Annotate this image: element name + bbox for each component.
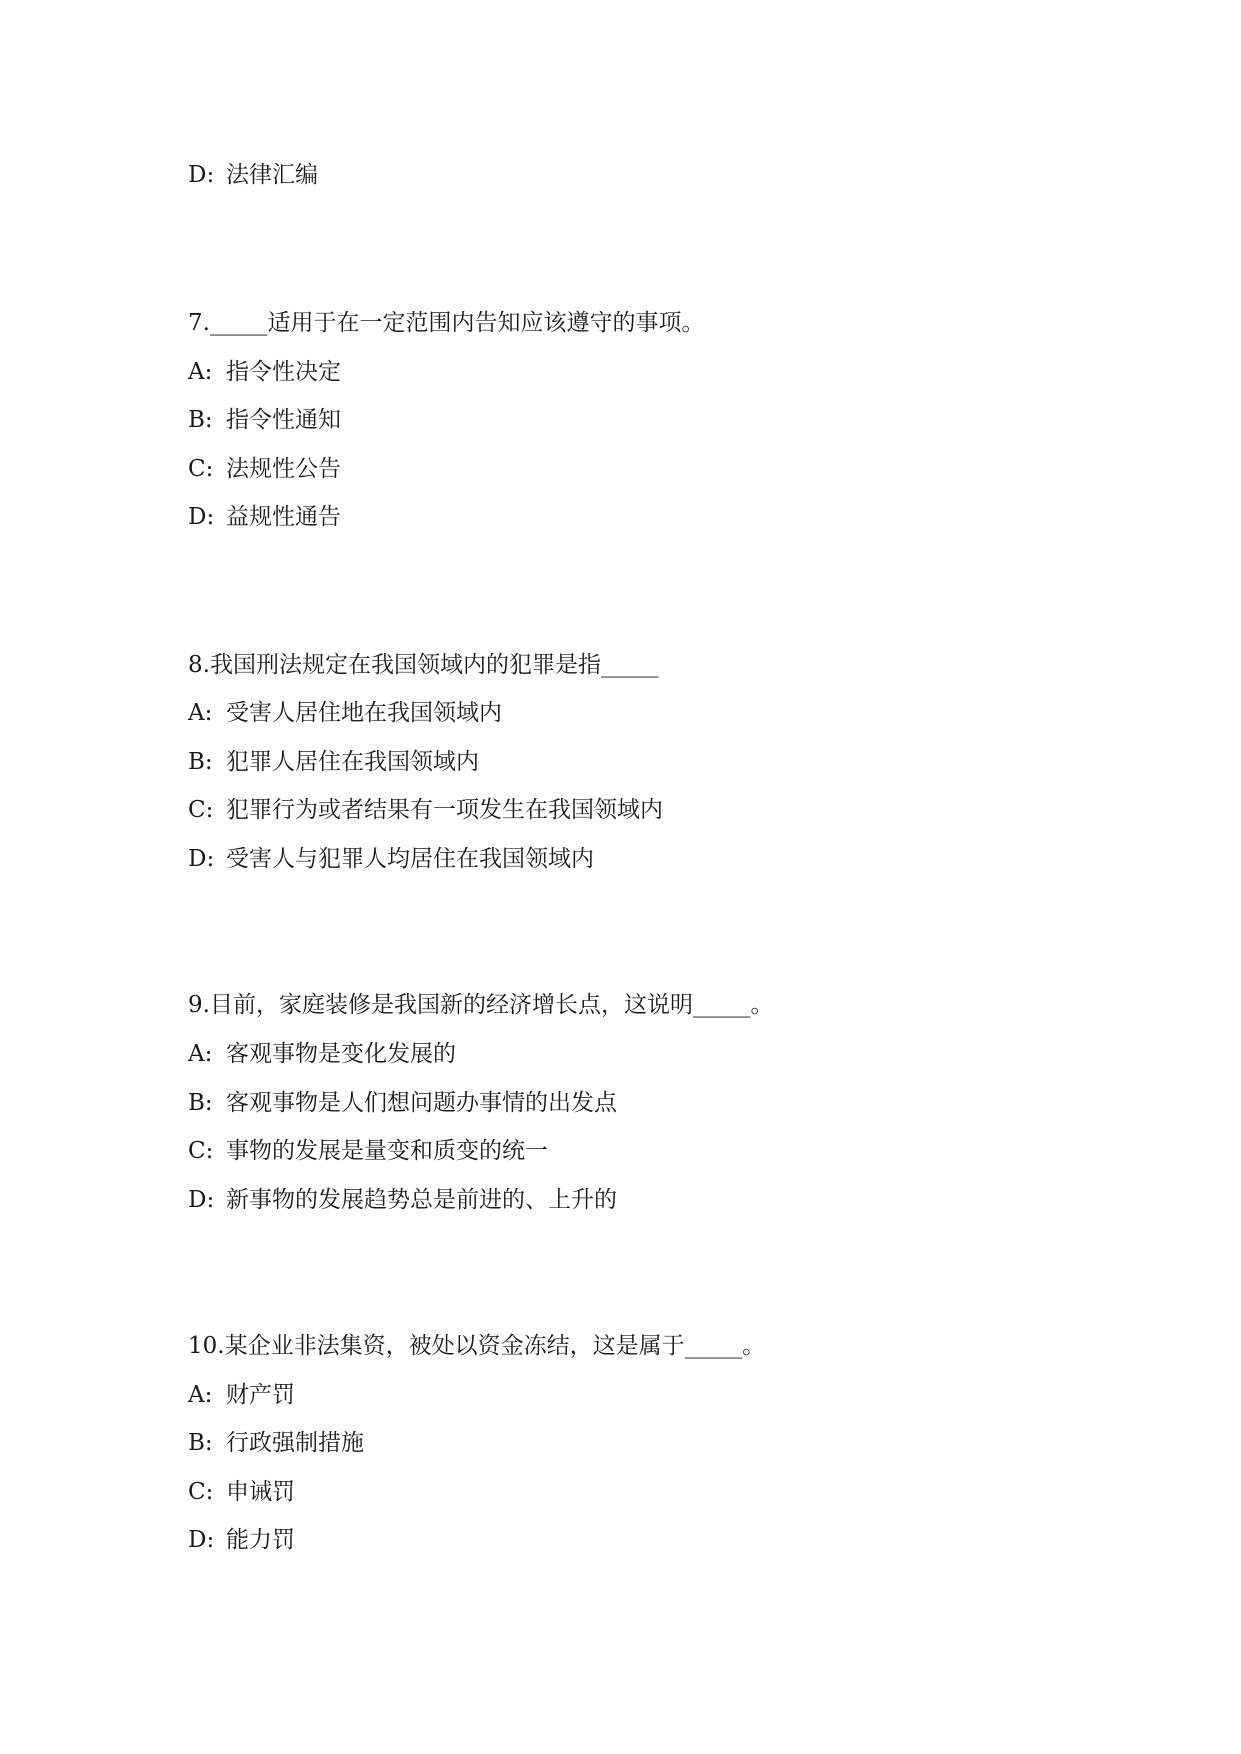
option-text: 行政强制措施 [226,1430,364,1456]
option-letter: D: [188,846,215,872]
option-text: 法规性公告 [226,456,341,482]
option-text: 客观事物是变化发展的 [226,1041,456,1067]
option-q8-b [188,747,479,777]
option-text: 法律汇编 [226,162,318,188]
option-letter: C: [188,1479,214,1505]
question-stem-9: 9.目前，家庭装修是我国新的经济增长点，这说明_____。 [188,992,774,1018]
option-q7-b [188,405,341,435]
option-letter: A: [188,359,213,385]
option-text: 犯罪人居住在我国领域内 [226,749,479,775]
question-stem-8: 8.我国刑法规定在我国领域内的犯罪是指_____ [188,652,659,678]
option-text: 益规性通告 [226,504,341,530]
option-q10-c [188,1477,295,1507]
option-q6-d [188,160,318,190]
option-text: 能力罚 [226,1527,295,1553]
option-letter: B: [188,1090,213,1116]
option-letter: D: [188,1527,215,1553]
option-text: 受害人与犯罪人均居住在我国领域内 [226,846,594,872]
option-q8-c [188,795,663,825]
option-text: 事物的发展是量变和质变的统一 [226,1138,548,1164]
option-text: 犯罪行为或者结果有一项发生在我国领域内 [226,797,663,823]
question-stem-10: 10.某企业非法集资，被处以资金冻结，这是属于_____。 [188,1333,766,1359]
option-text: 指令性决定 [226,359,341,385]
option-q8-d [188,844,594,874]
option-q10-b [188,1428,364,1458]
option-text: 财产罚 [226,1382,295,1408]
option-q9-a [188,1039,456,1069]
question-stem-7: 7._____适用于在一定范围内告知应该遵守的事项。 [188,310,705,336]
option-letter: B: [188,1430,213,1456]
option-letter: C: [188,456,214,482]
option-letter: C: [188,797,214,823]
option-text: 申诫罚 [226,1479,295,1505]
option-q8-a [188,698,502,728]
option-q9-b [188,1088,617,1118]
option-q9-d [188,1185,617,1215]
option-letter: A: [188,700,213,726]
option-q7-a [188,357,341,387]
option-q10-a [188,1380,295,1410]
option-letter: D: [188,1187,215,1213]
option-letter: D: [188,504,215,530]
option-letter: B: [188,749,213,775]
option-q10-d [188,1525,295,1555]
option-letter: B: [188,407,213,433]
option-q7-d [188,502,341,532]
option-text: 客观事物是人们想问题办事情的出发点 [226,1090,617,1116]
option-text: 新事物的发展趋势总是前进的、上升的 [226,1187,617,1213]
option-letter: D: [188,162,215,188]
option-text: 指令性通知 [226,407,341,433]
option-q9-c [188,1136,548,1166]
option-text: 受害人居住地在我国领域内 [226,700,502,726]
option-letter: A: [188,1382,213,1408]
option-letter: A: [188,1041,213,1067]
option-letter: C: [188,1138,214,1164]
option-q7-c [188,454,341,484]
